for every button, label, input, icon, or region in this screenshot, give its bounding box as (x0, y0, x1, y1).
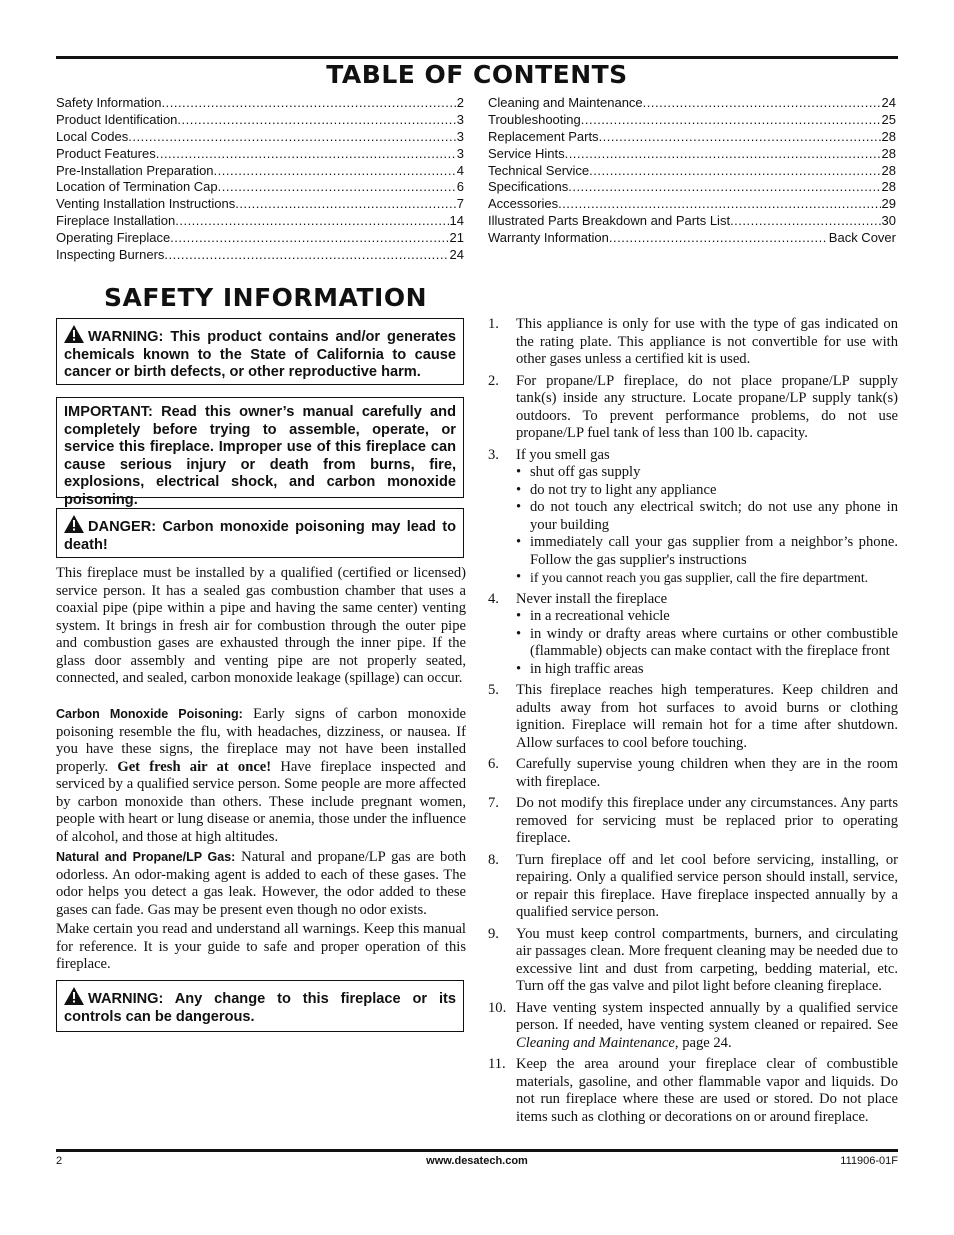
bullet-item: • do not touch any electrical switch; do not use any phone in your building (516, 499, 898, 533)
list-item: 7. Do not modify this fireplace under any circumstances. Any parts removed for servicing must be replaced prior to operating fireplace. (488, 795, 898, 846)
bullet-item: • in high traffic areas (516, 660, 644, 677)
bullet-item: • shut off gas supply (516, 464, 641, 480)
important-box: IMPORTANT: Read this owner’s manual carefully and completely before trying to assemble, operate, or service this fireplace. Improper use of this fireplace can cause serious injury or death from burns, fire, explosions, electrical shock, and carbon monoxide poisoning. (56, 397, 464, 498)
toc-entry[interactable]: Venting Installation Instructions ..... 7 (56, 196, 464, 213)
top-rule (56, 56, 898, 59)
bullet-item: • immediately call your gas supplier from a neighbor’s phone. Follow the gas supplier's instructions (516, 534, 898, 568)
bottom-rule (56, 1149, 898, 1152)
toc-entry[interactable]: Product Features ..... 3 (56, 146, 464, 163)
gas-paragraph: Natural and Propane/LP Gas: Natural and propane/LP gas are both odorless. An odor-making agent is added to each of these gases. The odor helps you detect a gas leak. However, the odor added to these gases can fade. Gas may be present even though no odor exists. (56, 849, 466, 918)
bullet-item: • if you cannot reach you gas supplier, call the fire department. (516, 569, 869, 585)
safety-rules-list (488, 316, 898, 1130)
toc-title: TABLE OF CONTENTS (326, 60, 628, 89)
toc-entry[interactable]: Warranty Information ..... Back Cover (488, 230, 896, 247)
toc-entry[interactable]: Specifications ..... 28 (488, 179, 896, 196)
list-item: 11. Keep the area around your fireplace clear of combustible materials, gasoline, and other flammable vapor and liquids. Do not run fireplace where these are used or stored. Do not place items such as clothing or decorations on or around fireplace. (488, 1056, 898, 1125)
danger-box: DANGER: Carbon monoxide poisoning may lead to death! (56, 508, 464, 558)
toc-right-column (488, 95, 896, 247)
toc-entry[interactable]: Product Identification ..... 3 (56, 112, 464, 129)
toc-entry[interactable]: Illustrated Parts Breakdown and Parts List ..... 30 (488, 213, 896, 230)
never-install-bullets (516, 608, 898, 678)
toc-entry[interactable]: Accessories ..... 29 (488, 196, 896, 213)
carbon-monoxide-paragraph: Carbon Monoxide Poisoning: Early signs of carbon monoxide poisoning resemble the flu, with headaches, dizziness, or nausea. If you have these signs, the fireplace may not have been installed properly. Get fresh air at once! Have fireplace inspected and serviced by a qualified service person. Some people are more affected by carbon monoxide than others. These include pregnant women, people with heart or lung disease or anemia, those under the influence of alcohol, and those at high altitudes. (56, 706, 466, 845)
list-item: 3. If you smell gas • shut off gas supply • do not try to light any appliance • do not touch any electrical switch; do not use any phone in your building • immediately call your gas supplier from a neighbor’s phone. Follow the gas supplier's instructions • if you cannot reach you gas supplier, call the fire department. (488, 446, 898, 585)
warning-box-changes: WARNING: Any change to this fireplace or its controls can be dangerous. (56, 980, 464, 1032)
toc-entry[interactable]: Pre-Installation Preparation ..... 4 (56, 163, 464, 180)
warning-triangle-icon (64, 325, 84, 343)
list-item: 6. Carefully supervise young children when they are in the room with fireplace. (488, 756, 898, 790)
warning-triangle-icon (64, 515, 84, 533)
make-certain-paragraph: Make certain you read and understand all warnings. Keep this manual for reference. It is your guide to safe and proper operation of this fireplace. (56, 921, 466, 972)
toc-entry[interactable]: Inspecting Burners ..... 24 (56, 247, 464, 264)
list-item: 1. This appliance is only for use with the type of gas indicated on the rating plate. This appliance is not convertible for use with other gases unless a certified kit is used. (488, 316, 898, 367)
list-item: 8. Turn fireplace off and let cool before servicing, installing, or repairing. Only a qualified service person should install, service, or repair this fireplace. Have fireplace inspected annually by a qualified service person. (488, 851, 898, 920)
toc-entry[interactable]: Troubleshooting ..... 25 (488, 112, 896, 129)
list-item: 2. For propane/LP fireplace, do not place propane/LP supply tank(s) inside any structure. Locate propane/LP supply tank(s) outdoors. To prevent performance problems, do not use propane/LP fuel tank of less than 100 lb. capacity. (488, 372, 898, 441)
cross-reference: Cleaning and Maintenance (516, 1034, 675, 1051)
website-link[interactable]: www.desatech.com (426, 1155, 528, 1167)
warning-box-california: WARNING: This product contains and/or generates chemicals known to the State of California to cause cancer or birth defects, or other reproductive harm. (56, 318, 464, 385)
list-item: 4. Never install the fireplace • in a recreational vehicle • in windy or drafty areas where curtains or other combustible (flammable) objects can make contact with the fireplace front • in high traffic areas (488, 590, 898, 677)
toc-entry[interactable]: Location of Termination Cap ..... 6 (56, 179, 464, 196)
toc-entry[interactable]: Cleaning and Maintenance ..... 24 (488, 95, 896, 112)
toc-entry[interactable]: Safety Information ..... 2 (56, 95, 464, 112)
toc-entry[interactable]: Technical Service ..... 28 (488, 163, 896, 180)
document-code: 111906-01F (840, 1155, 898, 1167)
bullet-item: • in windy or drafty areas where curtains or other combustible (flammable) objects can make contact with the fireplace front (516, 625, 898, 659)
bullet-item: • do not try to light any appliance (516, 481, 717, 498)
list-item: 5. This fireplace reaches high temperatures. Keep children and adults away from hot surfaces to avoid burns or clothing ignition. Fireplace will remain hot for a time after shutdown. Allow surfaces to cool before touching. (488, 682, 898, 751)
list-item: 9. You must keep control compartments, burners, and circulating air passages clean. More frequent cleaning may be needed due to excessive lint and dust from carpeting, bedding material, etc. Turn off the gas valve and pilot light before cleaning fireplace. (488, 925, 898, 994)
warning-triangle-icon (64, 987, 84, 1005)
bullet-item: • in a recreational vehicle (516, 608, 670, 624)
toc-left-column (56, 95, 464, 264)
toc-entry[interactable]: Fireplace Installation ..... 14 (56, 213, 464, 230)
toc-entry[interactable]: Operating Fireplace ..... 21 (56, 230, 464, 247)
page-number: 2 (56, 1155, 63, 1167)
toc-entry[interactable]: Service Hints ..... 28 (488, 146, 896, 163)
toc-entry[interactable]: Replacement Parts ..... 28 (488, 129, 896, 146)
smell-gas-bullets (516, 464, 898, 587)
safety-title: SAFETY INFORMATION (104, 283, 427, 312)
intro-paragraph: This fireplace must be installed by a qualified (certified or licensed) service person. It has a sealed gas combustion chamber that uses a coaxial pipe (pipe within a pipe and having the same center) venting system. It brings in fresh air for combustion through the outer pipe and combustion gases are exhausted through the inner pipe. If the glass door assembly and venting pipe are not properly seated, connected, and sealed, carbon monoxide leakage (spillage) can occur. (56, 565, 466, 686)
list-item: 10. Have venting system inspected annually by a qualified service person. If needed, have venting system cleaned or repaired. See Cleaning and Maintenance, page 24. (488, 999, 898, 1051)
toc-entry[interactable]: Local Codes ..... 3 (56, 129, 464, 146)
